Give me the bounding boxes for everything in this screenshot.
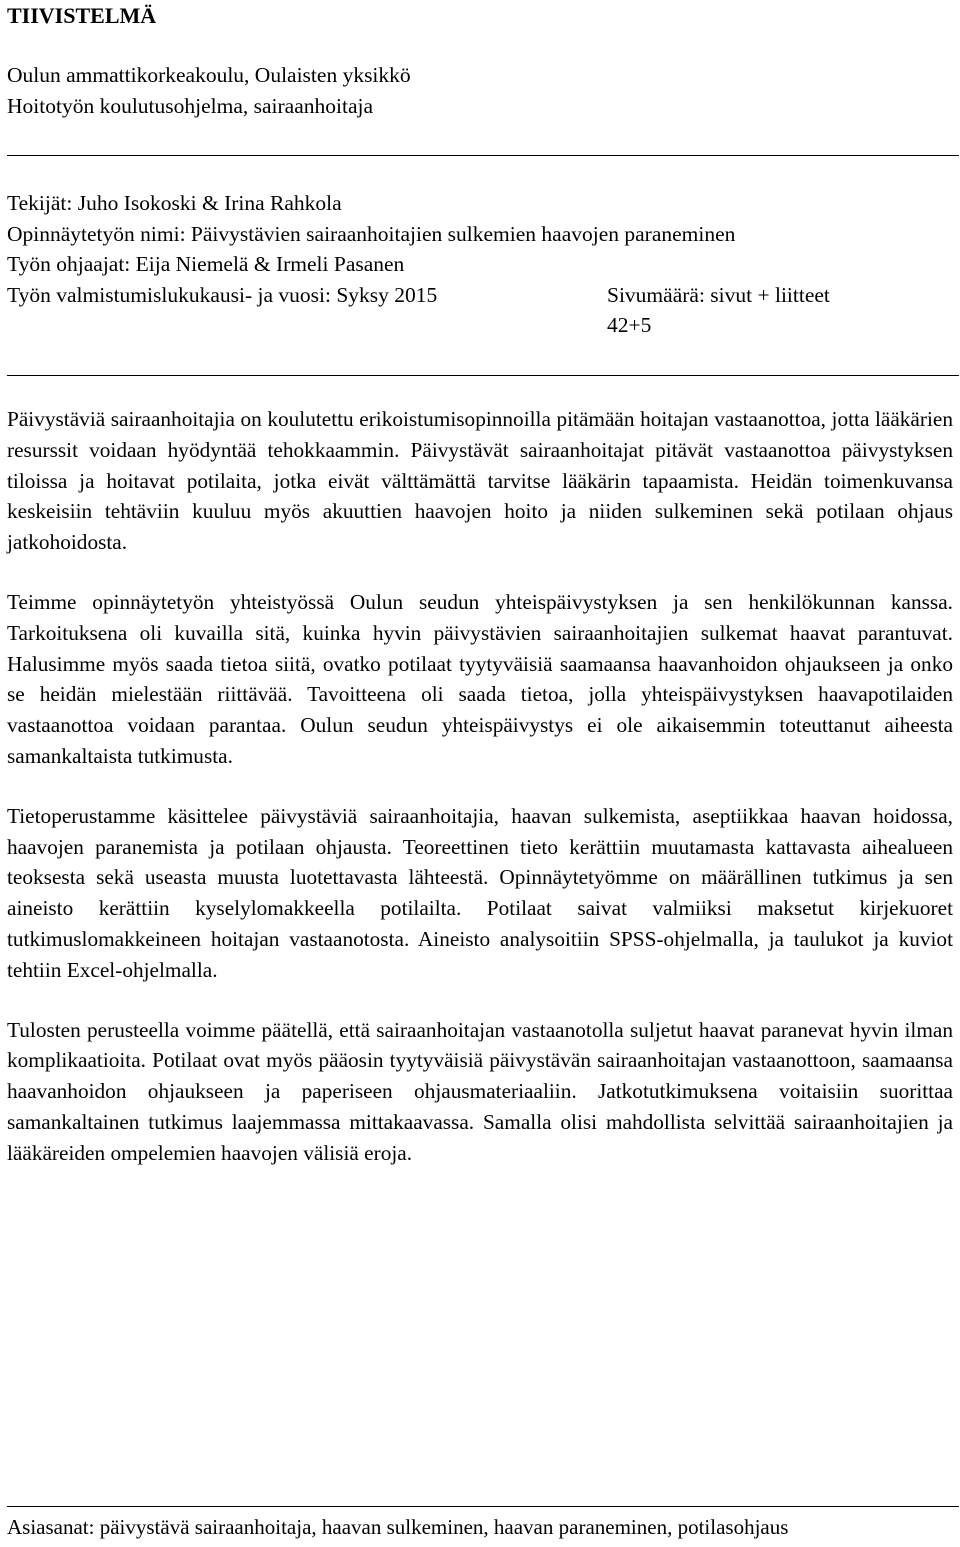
divider-top xyxy=(7,155,959,156)
institution-block xyxy=(7,60,411,121)
divider-keywords xyxy=(7,1506,959,1507)
page-count-row xyxy=(7,310,953,341)
supervisors: Työn ohjaajat: Eija Niemelä & Irmeli Pasanen xyxy=(7,252,405,276)
thesis-title: Opinnäytetyön nimi: Päivystävien sairaanhoitajien sulkemien haavojen paraneminen xyxy=(7,221,736,246)
abstract-paragraph-4: Tulosten perusteella voimme päätellä, että sairaanhoitajan vastaanotolla suljetut haavat paranevat hyvin ilman komplikaatioita. Potilaat ovat myös pääosin tyytyväisiä päivystävän sairaanhoitajan vastaanottoon, saamaansa haavanhoidon ohjaukseen ja paperiseen ohjausmateriaaliin. Jatkotutkimuksena voitaisiin suorittaa samankaltainen tutkimus laajemmassa mittakaavassa. Samalla olisi mahdollista selvittää sairaanhoitajien ja lääkäreiden ompelemien haavojen välisiä eroja. xyxy=(7,1017,953,1165)
completion-term: Työn valmistumislukukausi- ja vuosi: Syksy 2015 xyxy=(7,282,438,307)
authors: Tekijät: Juho Isokoski & Irina Rahkola xyxy=(7,191,342,215)
page-title: TIIVISTELMÄ xyxy=(7,3,157,28)
divider-bottom xyxy=(7,375,959,376)
completion-row xyxy=(7,280,953,311)
keywords: Asiasanat: päivystävä sairaanhoitaja, haavan sulkeminen, haavan paraneminen, potilasohjaus xyxy=(7,1515,789,1539)
abstract-paragraph-3: Tietoperustamme käsittelee päivystäviä sairaanhoitajia, haavan sulkemista, aseptiikkaa haavan hoidossa, haavojen paranemista ja potilaan ohjausta. Teoreettinen tieto kerättiin muutamasta kattavasta aihealueen teoksesta sekä useasta muusta luotettavasta lähteestä. Opinnäytetyömme on määrällinen tutkimus ja sen aineisto kerättiin kyselylomakkeella potilailta. Potilaat saivat valmiiksi maksetut kirjekuoret tutkimuslomakkeineen hoitajan vastaanotosta. Aineisto analysoitiin SPSS-ohjelmalla, ja taulukot ja kuviot tehtiin Excel-ohjelmalla. xyxy=(7,803,953,982)
abstract-paragraph-2: Teimme opinnäytetyön yhteistyössä Oulun seudun yhteispäivystyksen ja sen henkilökunnan kanssa. Tarkoituksena oli kuvailla sitä, kuinka hyvin päivystävien sairaanhoitajien sulkemat haavat parantuvat. Halusimme myös saada tietoa siitä, ovatko potilaat tyytyväisiä saamaansa haavanhoidon ohjaukseen ja onko se heidän mielestään riittävää. Tavoitteena oli saada tietoa, jolla yhteispäivystyksen haavapotilaiden vastaanottoa voidaan parantaa. Oulun seudun yhteispäivystys ei ole aikaisemmin toteuttanut aiheesta samankaltaista tutkimusta. xyxy=(7,589,953,768)
page-count-value: 42+5 xyxy=(607,313,652,337)
abstract-paragraph-1: Päivystäviä sairaanhoitajia on koulutettu erikoistumisopinnoilla pitämään hoitajan vastaanottoa, jotta lääkärien resurssit voidaan hyödyntää tehokkaammin. Päivystävät sairaanhoitajat pitävät vastaanottoa päivystyksen tiloissa ja hoitavat potilaita, jotka eivät välttämättä tarvitse lääkärin tapaamista. Heidän toimenkuvansa keskeisiin tehtäviin kuuluu myös akuuttien haavojen hoito ja niiden sulkeminen sekä potilaan ohjaus jatkohoidosta. xyxy=(7,407,953,555)
degree-programme: Hoitotyön koulutusohjelma, sairaanhoitaja xyxy=(7,93,374,118)
page-count-label: Sivumäärä: sivut + liitteet xyxy=(607,282,830,307)
institution-name: Oulun ammattikorkeakoulu, Oulaisten yksikkö xyxy=(7,63,411,87)
thesis-meta xyxy=(7,188,953,341)
abstract-body xyxy=(7,404,953,1198)
